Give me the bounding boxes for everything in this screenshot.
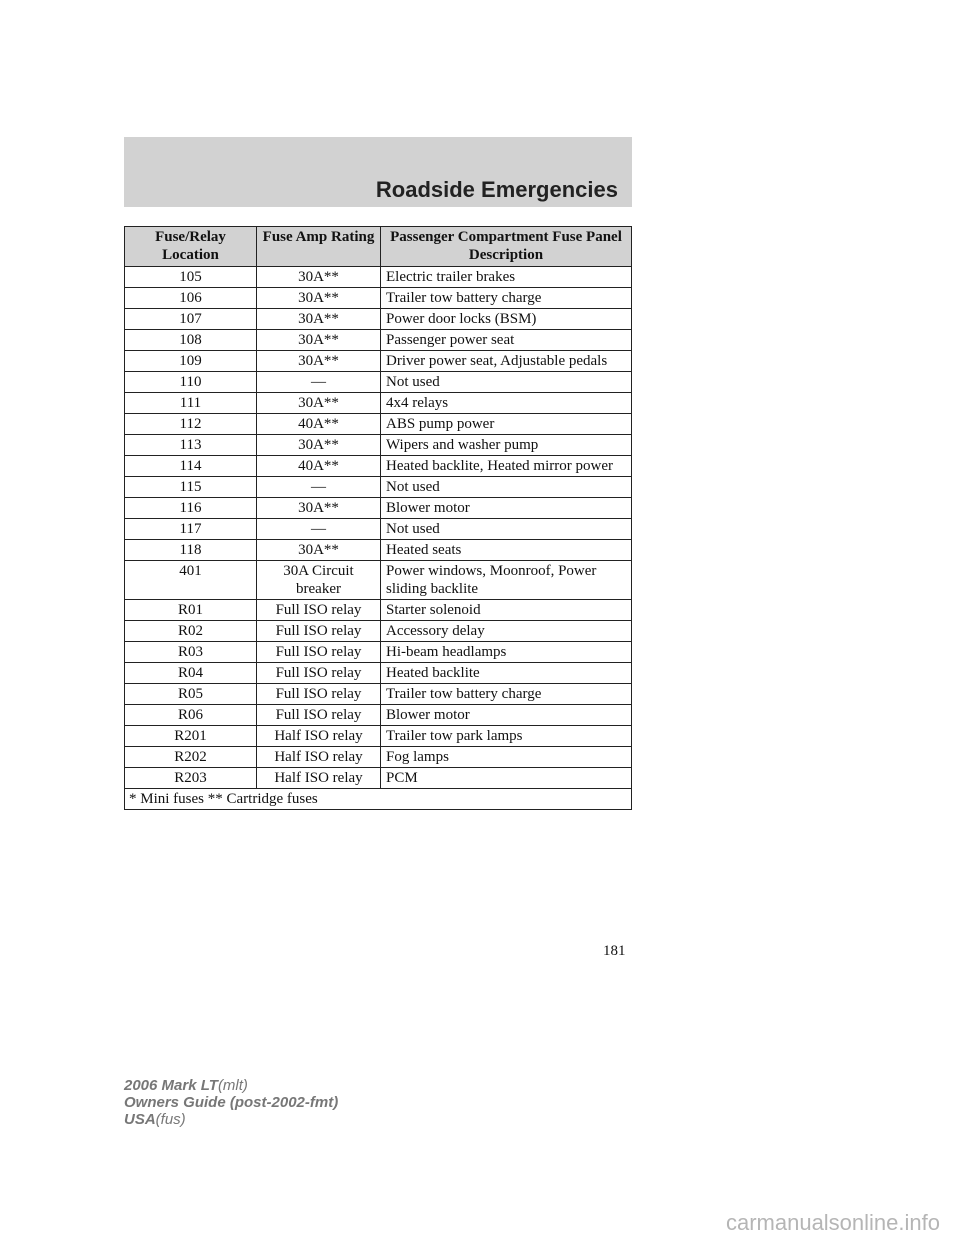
table-row — [125, 561, 632, 600]
cell-location: 117 — [125, 519, 257, 540]
cell-amp-rating: Full ISO relay — [257, 600, 381, 621]
cell-description: Wipers and washer pump — [381, 435, 632, 456]
cell-location: R01 — [125, 600, 257, 621]
cell-description: Not used — [381, 519, 632, 540]
cell-location: R201 — [125, 726, 257, 747]
cell-description: Trailer tow battery charge — [381, 288, 632, 309]
cell-amp-rating: Full ISO relay — [257, 684, 381, 705]
table-row — [125, 330, 632, 351]
cell-amp-rating: 30A** — [257, 351, 381, 372]
cell-location: 110 — [125, 372, 257, 393]
table-row — [125, 705, 632, 726]
cell-description: Heated backlite — [381, 663, 632, 684]
cell-location: R05 — [125, 684, 257, 705]
footer-model: 2006 Mark LT — [124, 1077, 218, 1094]
cell-amp-rating: 30A** — [257, 309, 381, 330]
table-row — [125, 477, 632, 498]
page-number: 181 — [603, 943, 626, 959]
table-row — [125, 435, 632, 456]
cell-amp-rating: Half ISO relay — [257, 747, 381, 768]
cell-amp-rating: 30A** — [257, 393, 381, 414]
footnote-row — [125, 789, 632, 810]
cell-location: R04 — [125, 663, 257, 684]
cell-description: Starter solenoid — [381, 600, 632, 621]
cell-amp-rating: Half ISO relay — [257, 768, 381, 789]
table-row — [125, 642, 632, 663]
cell-description: Blower motor — [381, 498, 632, 519]
table-row — [125, 621, 632, 642]
cell-location: R02 — [125, 621, 257, 642]
footer-market: USA — [124, 1111, 156, 1128]
cell-description: Heated backlite, Heated mirror power — [381, 456, 632, 477]
cell-amp-rating: — — [257, 372, 381, 393]
cell-description: Trailer tow battery charge — [381, 684, 632, 705]
cell-description: Power windows, Moonroof, Power sliding backlite — [381, 561, 632, 600]
table-row — [125, 600, 632, 621]
section-title: Roadside Emergencies — [375, 177, 618, 202]
cell-description: Electric trailer brakes — [381, 267, 632, 288]
table-row — [125, 768, 632, 789]
table-row — [125, 351, 632, 372]
cell-description: PCM — [381, 768, 632, 789]
cell-location: 107 — [125, 309, 257, 330]
table-row — [125, 309, 632, 330]
cell-amp-rating: Full ISO relay — [257, 705, 381, 726]
cell-location: 116 — [125, 498, 257, 519]
cell-amp-rating: Half ISO relay — [257, 726, 381, 747]
document-footer — [124, 1077, 338, 1128]
table-row — [125, 414, 632, 435]
cell-amp-rating: 40A** — [257, 456, 381, 477]
fuse-table — [124, 226, 632, 810]
cell-location: 114 — [125, 456, 257, 477]
footer-model-code: (mlt) — [217, 1077, 248, 1094]
cell-location: 108 — [125, 330, 257, 351]
cell-amp-rating: 30A** — [257, 330, 381, 351]
cell-amp-rating: 40A** — [257, 414, 381, 435]
cell-description: Blower motor — [381, 705, 632, 726]
cell-amp-rating: 30A** — [257, 288, 381, 309]
cell-description: Trailer tow park lamps — [381, 726, 632, 747]
cell-location: 109 — [125, 351, 257, 372]
cell-location: 111 — [125, 393, 257, 414]
table-row — [125, 747, 632, 768]
cell-description: 4x4 relays — [381, 393, 632, 414]
header-location: Fuse/Relay Location — [125, 227, 257, 267]
cell-location: 401 — [125, 561, 257, 600]
cell-amp-rating: Full ISO relay — [257, 621, 381, 642]
table-row — [125, 372, 632, 393]
cell-location: R06 — [125, 705, 257, 726]
cell-location: 118 — [125, 540, 257, 561]
cell-description: Hi-beam headlamps — [381, 642, 632, 663]
cell-location: R202 — [125, 747, 257, 768]
cell-amp-rating: 30A** — [257, 540, 381, 561]
footer-line-1 — [124, 1077, 338, 1094]
footer-guide: Owners Guide (post-2002-fmt) — [124, 1094, 339, 1111]
cell-description: Driver power seat, Adjustable pedals — [381, 351, 632, 372]
cell-location: R203 — [125, 768, 257, 789]
header-description: Passenger Compartment Fuse Panel Description — [381, 227, 632, 267]
cell-amp-rating: 30A** — [257, 435, 381, 456]
table-row — [125, 393, 632, 414]
cell-location: 113 — [125, 435, 257, 456]
cell-description: ABS pump power — [381, 414, 632, 435]
table-row — [125, 726, 632, 747]
table-row — [125, 540, 632, 561]
table-footnote: * Mini fuses ** Cartridge fuses — [125, 789, 632, 810]
cell-amp-rating: — — [257, 519, 381, 540]
section-header-band — [124, 137, 632, 207]
table-row — [125, 498, 632, 519]
table-row — [125, 519, 632, 540]
cell-location: 105 — [125, 267, 257, 288]
cell-location: 106 — [125, 288, 257, 309]
cell-location: R03 — [125, 642, 257, 663]
cell-amp-rating: — — [257, 477, 381, 498]
cell-location: 115 — [125, 477, 257, 498]
cell-amp-rating: 30A** — [257, 267, 381, 288]
cell-description: Accessory delay — [381, 621, 632, 642]
footer-line-3 — [124, 1111, 338, 1128]
cell-amp-rating: 30A Circuit breaker — [257, 561, 381, 600]
header-amp-rating: Fuse Amp Rating — [257, 227, 381, 267]
cell-description: Power door locks (BSM) — [381, 309, 632, 330]
table-row — [125, 663, 632, 684]
table-row — [125, 267, 632, 288]
cell-description: Not used — [381, 372, 632, 393]
cell-amp-rating: 30A** — [257, 498, 381, 519]
cell-description: Heated seats — [381, 540, 632, 561]
table-row — [125, 684, 632, 705]
footer-market-code: (fus) — [155, 1111, 186, 1128]
cell-description: Not used — [381, 477, 632, 498]
cell-description: Fog lamps — [381, 747, 632, 768]
cell-amp-rating: Full ISO relay — [257, 642, 381, 663]
footer-line-2 — [124, 1094, 338, 1111]
cell-amp-rating: Full ISO relay — [257, 663, 381, 684]
cell-description: Passenger power seat — [381, 330, 632, 351]
table-row — [125, 288, 632, 309]
cell-location: 112 — [125, 414, 257, 435]
table-row — [125, 456, 632, 477]
table-header-row — [125, 227, 632, 267]
watermark: carmanualsonline.info — [725, 1210, 940, 1235]
table-body — [125, 267, 632, 789]
